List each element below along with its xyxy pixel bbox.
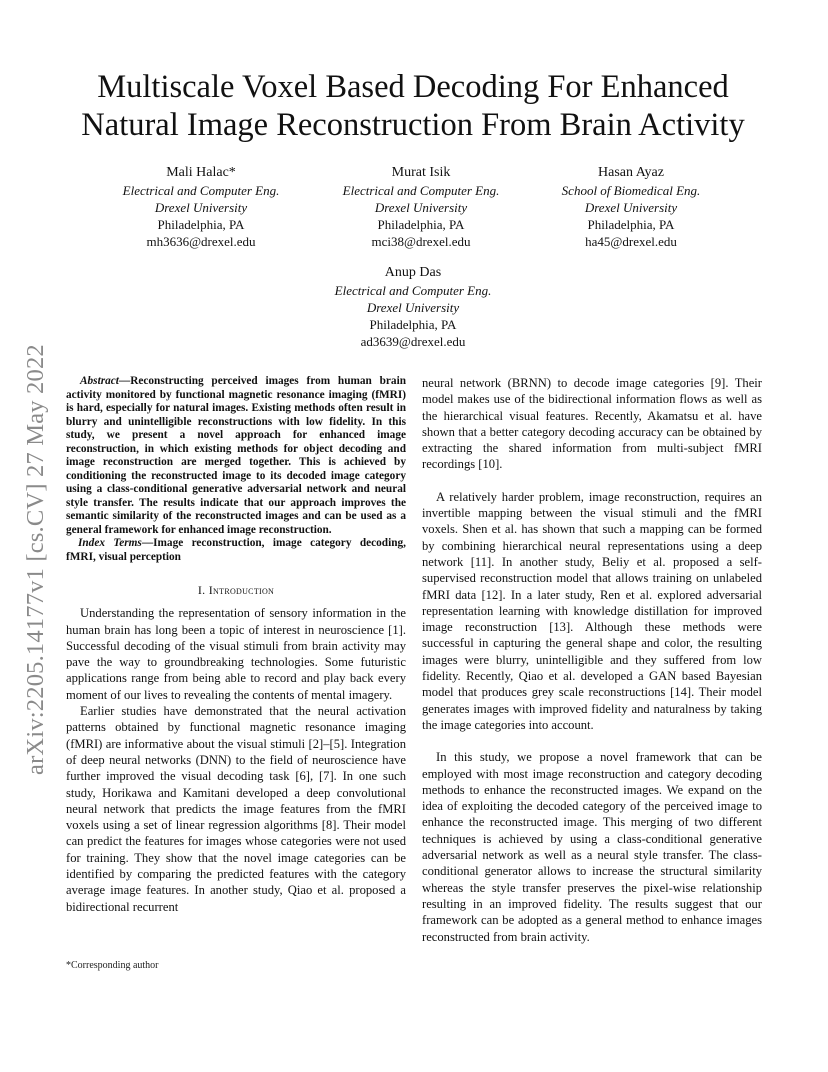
paper-title bbox=[60, 68, 766, 144]
section-heading-introduction: I. Introduction bbox=[197, 583, 275, 597]
author-university: Drexel University bbox=[366, 300, 460, 315]
author-block-2 bbox=[316, 164, 526, 250]
author-university: Drexel University bbox=[374, 200, 468, 215]
author-city: Philadelphia, PA bbox=[369, 317, 457, 332]
title-line-2: Natural Image Reconstruction From Brain Activity bbox=[81, 107, 745, 143]
right-column bbox=[422, 375, 762, 945]
abstract-text: —Reconstructing perceived images from human brain activity monitored by functional magnetic resonance imaging (fMRI) is hard, especially for natural images. Existing methods often result in blurry and unintelligible reconstructions with low fidelity. In this study, we present a novel approach for enhanced image reconstruction, in which existing methods for object decoding and image reconstruction are merged together. This is achieved by conditioning the reconstructed image to its decoded image category using a class-conditional generative adversarial network and neural style transfer. The results indicate that our approach improves the semantic similarity of the reconstructed images and can be used as a general framework for enhanced image reconstruction. bbox=[66, 375, 406, 536]
author-email[interactable]: mci38@drexel.edu bbox=[371, 234, 471, 249]
title-line-1: Multiscale Voxel Based Decoding For Enhanced bbox=[97, 69, 729, 105]
author-dept: School of Biomedical Eng. bbox=[561, 183, 701, 198]
intro-paragraph-5: In this study, we propose a novel framework that can be employed with most image reconstruction and category decoding methods to enhance the reconstructed images. We expand on the idea of exploiting the decoded category of the perceived image to enhance the reconstructed image. This merging of two different techniques is achieved by using a class-conditional generative adversarial network as well as a neural style transfer. The class-conditional generator allows to increase the structural similarity whereas the style transfer preserves the pixel-wise relationship resulting in an improved fidelity. The results suggest that our framework can be adopted as a general method to enhance images reconstructed from brain activity. bbox=[422, 750, 762, 944]
author-name: Hasan Ayaz bbox=[598, 165, 664, 180]
author-university: Drexel University bbox=[584, 200, 678, 215]
arxiv-side-stamp: arXiv:2205.14177v1 [cs.CV] 27 May 2022 bbox=[22, 344, 49, 775]
intro-paragraph-3: neural network (BRNN) to decode image categories [9]. Their model makes use of the bidirectional information flows as well as the hierarchical visual features. Recently, Akamatsu et al. have shown that a better category decoding accuracy can be obtained by extracting the shared information from multi-subject fMRI recordings [10]. bbox=[422, 376, 762, 472]
left-column bbox=[66, 375, 406, 915]
author-city: Philadelphia, PA bbox=[587, 217, 675, 232]
index-terms bbox=[66, 537, 406, 564]
author-dept: Electrical and Computer Eng. bbox=[122, 183, 280, 198]
author-city: Philadelphia, PA bbox=[377, 217, 465, 232]
footnote: *Corresponding author bbox=[66, 960, 159, 971]
author-university: Drexel University bbox=[154, 200, 248, 215]
index-terms-label: Index Terms bbox=[78, 537, 142, 549]
index-terms-text: —Image reconstruction, image category decoding, fMRI, visual perception bbox=[66, 537, 406, 563]
intro-paragraph-2: Earlier studies have demonstrated that the neural activation patterns obtained by functional magnetic resonance imaging (fMRI) are informative about the visual stimuli [2]–[5]. Integration of deep neural networks (DNN) to the field of neuroscience have further improved the visual decoding task [6], [7]. In one such study, Horikawa and Kamitani developed a deep convolutional neural network that predicts the image features from the fMRI voxels using a set of linear regression algorithms [8]. Their model can predict the features for images whose categories were not used for training. They show that the novel image categories can be identified by comparing the predicted features with the category average image features. In another study, Qiao et al. proposed a bidirectional recurrent bbox=[66, 704, 406, 914]
author-block-4 bbox=[306, 264, 520, 350]
paragraph-gap bbox=[422, 733, 762, 749]
author-block-3 bbox=[526, 164, 736, 250]
author-email[interactable]: ha45@drexel.edu bbox=[585, 234, 677, 249]
abstract-label: Abstract bbox=[80, 375, 119, 387]
paragraph-gap bbox=[422, 473, 762, 489]
intro-paragraph-1: Understanding the representation of sensory information in the human brain has long been a topic of interest in neuroscience [1]. Successful decoding of the visual stimuli from brain activity may pave the way to groundbreaking technologies. Some futuristic applications range from being able to record and play back every moment of our lives to revealing the contents of mental imagery. bbox=[66, 606, 406, 702]
author-dept: Electrical and Computer Eng. bbox=[342, 183, 500, 198]
abstract bbox=[66, 375, 406, 537]
author-name: Mali Halac* bbox=[166, 165, 236, 180]
author-email[interactable]: mh3636@drexel.edu bbox=[146, 234, 256, 249]
author-email[interactable]: ad3639@drexel.edu bbox=[360, 334, 466, 349]
author-name: Anup Das bbox=[384, 265, 442, 280]
author-block-1 bbox=[96, 164, 306, 250]
intro-paragraph-4: A relatively harder problem, image reconstruction, requires an invertible mapping between the visual stimuli and the fMRI voxels. Shen et al. has shown that such a mapping can be formed by combining hierarchical neural representations using a deep network [11]. In another study, Beliy et al. proposed a self-supervised reconstruction model that allows training on unlabeled fMRI data [12]. In a later study, Ren et al. explored adversarial representation learning with knowledge distillation for improved image reconstruction [13]. Although these methods were successful in capturing the general shape and color, the resulting images were blurry, unintelligible and they suffered from low fidelity. Recently, Qiao et al. developed a GAN based Bayesian model that produces grey scale reconstructions [14]. Their model generates images with improved fidelity and naturalness by taking the image categories into account. bbox=[422, 489, 762, 732]
author-dept: Electrical and Computer Eng. bbox=[334, 283, 492, 298]
author-city: Philadelphia, PA bbox=[157, 217, 245, 232]
author-name: Murat Isik bbox=[391, 165, 451, 180]
